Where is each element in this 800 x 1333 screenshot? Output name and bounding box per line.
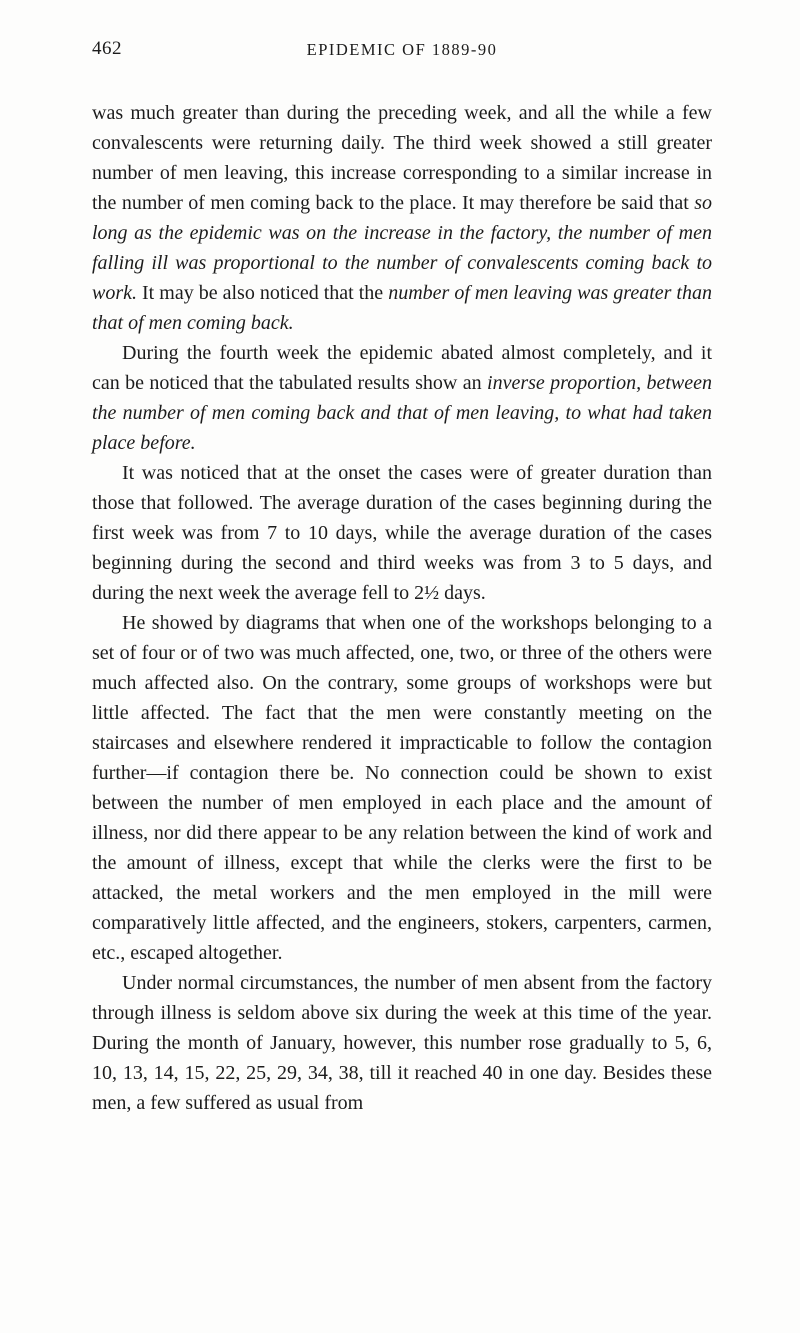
running-title: EPIDEMIC OF 1889-90 (306, 40, 498, 59)
paragraph (92, 98, 712, 338)
paragraph (92, 608, 712, 968)
text-run: was much greater than during the preceding week, and all the while a few convalescents were returning daily. The third week showed a still greater number of men leaving, this increase corresponding to a similar increase in the number of men coming back to the place. It may therefore be said that (92, 102, 712, 214)
text-run: It was noticed that at the onset the cases were of greater duration than those that followed. The average duration of the cases beginning during the first week was from 7 to 10 days, while the average duration of the cases beginning during the second and third weeks was from 3 to 5 days, and during the next week the average fell to 2½ days. (92, 462, 712, 604)
text-run: It may be also noticed that the (137, 282, 389, 304)
text-run: He showed by diagrams that when one of the workshops belonging to a set of four or of two was much affected, one, two, or three of the others were much affected also. On the contrary, some groups of workshops were but little affected. The fact that the men were constantly meeting on the staircases and elsewhere rendered it impracticable to follow the contagion further—if contagion there be. No connection could be shown to exist between the number of men employed in each place and the amount of illness, nor did there appear to be any relation between the kind of work and the amount of illness, except that while the clerks were the first to be attacked, the metal workers and the men employed in the mill were comparatively little affected, and the engineers, stokers, carpenters, carmen, etc., escaped altogether. (92, 612, 712, 964)
text-run: number of men leaving was greater than that of men coming back. (92, 282, 712, 334)
paragraph (92, 458, 712, 608)
page-body (92, 98, 712, 1118)
page-header (92, 38, 712, 64)
paragraph (92, 338, 712, 458)
paragraph (92, 968, 712, 1118)
text-run: Under normal circumstances, the number of men absent from the factory through illness is seldom above six during the week at this time of the year. During the month of January, however, this number rose gradually to 5, 6, 10, 13, 14, 15, 22, 25, 29, 34, 38, till it reached 40 in one day. Besides these men, a few suffered as usual from (92, 972, 712, 1114)
text-run: During the fourth week the epidemic abated almost completely, and it can be noticed that the tabulated results show an (92, 342, 712, 394)
text-run: so long as the epidemic was on the increase in the factory, the number of men falling ill was proportional to the number of convalescents coming back to work. (92, 192, 712, 304)
page-number: 462 (92, 38, 122, 59)
text-run: inverse proportion, between the number of men coming back and that of men leaving, to what had taken place before. (92, 372, 713, 454)
